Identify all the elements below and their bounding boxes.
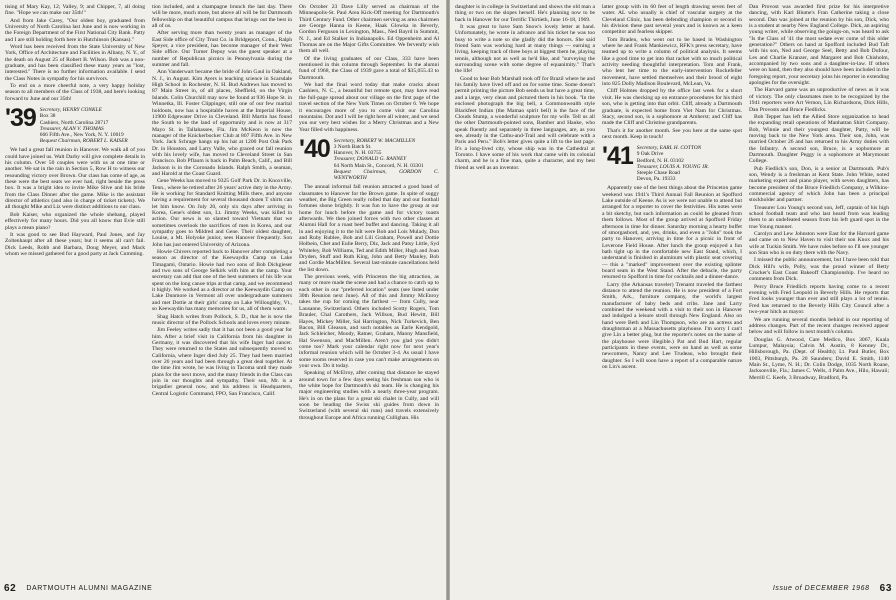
- secretary-line: Secretary, EARL H. COTTON: [636, 145, 702, 152]
- left-page: [0, 0, 446, 600]
- paragraph: Tom Braden, who went out to be based in Washington where he and Frank Mankiewicz, RFK's press secretary, have teamed up to write a column of political analysis. It seems like a good time to get into that racket with so much political activity needing thoughtful interpretation. Tom and Frank, who lent her time to the early-intervention Rockefeller movement, have settled themselves and their brood of eight into 825 Dolly Madison Boulevard, McLean, Va.: [602, 36, 742, 88]
- running-footer: DARTMOUTH ALUMNI MAGAZINE: [26, 585, 153, 592]
- class-year: '41: [602, 142, 633, 171]
- paragraph: Shag Hatch writes from Pollock, S. D., that he is now the music director of the Pollock Schools and loves every minute.: [152, 313, 292, 326]
- treasurer-line: Treasurer, LOUIS A. YOUNG JR.: [636, 163, 709, 170]
- paragraph: We had a great fall reunion in Hanover. We walk all of you could have joined us. Walt Darby will give complete details in his column. Over 50 couples were with us at one time or another. We sat in the rain in Section 5, Row H to witness our resounding victory over Brown. Our class has come of age, as these were the best seats we ever had, right beside the press box. It was a bright idea to invite Mike Slive and his bride from the Class Dinner after the game. Mike is the assistant director of athletics (and also in charge of ticket tickets). We all thought Mike and Liz were distinct additions to our class.: [5, 147, 145, 211]
- class-year: '39: [5, 104, 36, 133]
- class-header-1939: [5, 104, 145, 145]
- address-line: Bedford, N. H. 03102: [636, 157, 684, 164]
- paragraph: Word has been received from the State University of New York, Office of Architecture and Facilities in Albany, N. Y., of the death on August 25 of Robert B. Wilson. Bob was a non-graduate, and has been classified these many years as "lost, interested." There is no further information available. I send the Class Notes in sympathy for his survivors.: [5, 44, 145, 82]
- treasurer-line: Treasurer, DONALD G. RANNEY: [333, 156, 407, 163]
- paragraph: I missed the public announcement, but I have been told that Dick Hill's wife, Polly, was the proud winner of Betty Crocker's East Coast Bakeoff Championship. I've heard no comments from Dick.: [749, 257, 889, 283]
- address-line: Box 38: [39, 113, 56, 120]
- right-folio: [773, 583, 892, 594]
- right-column-1: [455, 4, 595, 578]
- page-number: 62: [4, 583, 17, 594]
- paragraph: Good to hear Bob Marshall took off for Brazil where he and his family have lived off and on for some time. Some doesn't permit printing the picture Bob sends us but have a great time, and a large, very clean and pictured them in his book. "In the enclosed photograph the big bell, a Commonwealth style Blackfeet Indian (the Mamao spirit bell) is the face of the Clouds Stump, a wonderful sculpture for my wife. Tell us all the other Dartmouth-pointed sons, Bamber and Hauke, who speak fluently and separately in three languages, are, as you see, already in the Cathu-and-Trail and will celebrate with a Paris and Peru." Bob's letter gives quite a lift to the last page. It's a long-lived city, whose ship was in the Cathedral at Toronto. I have some of his work that came with its colonial charm, and he is a fine man, quite a character, and my best friend as well as an inventor.: [455, 75, 595, 171]
- paragraph: Larry (the Arkansas traveler) Trenamt traveled the farthest distance to attend the reunion. He is now president of a Fort Smith, Ark., furniture company, the world's largest manufacturer of baby beds and cribs. Jane and Larry combined the weekend with a visit to their son in Hanover and indulged a leisure stroll through New England. Also on hand were Beth and Lin Thompson, who are an actress and draughtsman at a Massachusetts playhouse. I'm sorry I can't give Lin a better plug, but the reporter's notes on the name of the playhouse were illegible.) Pat and Bud Hart, regular participants in these events, were on hand as well as some newcomers, Nancy and Lee Trudeau, who brought their daughter. So I will soon have a report of a comparable nature on Lin's ascent.: [602, 281, 742, 371]
- paragraph: Carolyn and Lew Johnston were East for the Harvard game and came on to New Haven to visit their son Knox and his wife at Tuckin Smith. We have rules before so I'll see younger son Stan who is on duty there with the Navy.: [749, 231, 889, 257]
- paragraph: On October 23 Dave Lilly served as chairman of the Minneapolis-St. Paul Area Kick-Off meeting for Dartmouth's Third Century Fund. Other chairmen serving as area chairmen are George Hanna in Keene, Haak Glowka in Beverly, Gordon Ferguson in Lexington, Mass., Ned Bayrd in Summit, N. J., and Ed Stalker in Indianapolis. Ed Oppenheim and Al Thomas are on the Major Gifts Committee. We fervently wish them all well.: [299, 4, 439, 55]
- paragraph: Percy Bruce Friedlich reports having come to a recent evening with Fred Leopold in Beverly Hills. He reports that Fred looks younger than ever and still plays a lot of tennis. Fred has returned to the Beverly Hills City Council after a two-year hitch as mayor.: [749, 283, 889, 316]
- left-folio: [4, 583, 152, 594]
- class-year: '40: [299, 134, 330, 163]
- bequest-line: Bequest Chairman, GORDON C. WENTWORTH: [333, 168, 439, 182]
- secretary-line: Secretary, ROBERT W. MACMILLEN: [333, 137, 416, 144]
- paragraph: Howie Chivers reported back to Hanover after completing a season as director of the Keewaydin Camp on Lake Timagami, Ontario. Howie had two sons of Bob Dickgieser and two sons of George Selkirk with him at the camp. Your secretary can add that one of the best summers of his life was spent on the long canoe trips at that camp, and we recommend it highly. We worked as a director at the Keewaydin Camp on Lake Dunmore in Vermont all over undergraduate summers and met Dottie at their girls' camp on Lake Willoughby, Vt., so Keewaydin has many memories for us, all of them warm.: [152, 249, 292, 313]
- paragraph: Bob Tepper has left the Allied Store organization to head the expanding retail operations of Manhattan Shirt Company. Bob, Winnie and their youngest daughter, Patty, will be moving back to the New York area. Their son, John, was married October 26 and has returned to his Army duties with the Infantry. A second son, Bruce, is a sophomore at Dartmouth. Daughter Peggy is a sophomore at Marymount College.: [749, 113, 889, 165]
- right-column-3: [749, 4, 889, 578]
- paragraph: After serving more than twenty years as manager of the East Side office of City Trust Co. in Bridgeport, Conn., Ralph Speyer, a vice president, has become manager of their West Side office. Our Turner Depuy was the guest speaker at a number of Republican picnics in Pennsylvania during the summer and fall.: [152, 30, 292, 69]
- class-officers: [334, 138, 439, 181]
- paragraph: Ann Vanderwart became the bride of John Gaul in Oakland, N. J., in August. Kim Ayers is teaching science in Scarsdale High School in Rochester, N. H. Bud Andrews has moved to 87 Main Street in, of all places, Sheffield, on the Virgin Islands. Colin Churchill may now be found at 936 Hope St. in Winnetka, Ill. Foster Clippinger, still one of our few marital holdouts, now has a hospitable haven at the Imperial House, 11900 Edgewater Drive in Cleveland. Bill Martin has found the South to be the land of opportunity and is now at 317 Mayo St. in Tallahassee, Fla. Jim McKeon is now the manager of the Knickerbocker Club at 807 Fifth Ave. in New York. Jack Schrage hangs up his hat at 1200 Post Oak Park Dr. in Houston, and Larry Valle, who graced our fall reunion with his lovely wife, has moved to Cleveland Street in San Francisco. Bob Pflaum is back in Palm Beach, Calif., and Bill Jackson is in the Coronado Islands. Ralph Smith, a seaman, and Harold at the Coast Guard.: [152, 69, 292, 177]
- paragraph: Of the living graduates of our Class, 333 have been mentioned in this column through September. In the alumni fund of 1968, the Class of 1939 gave a total of $35,055.43 to Dartmouth.: [299, 55, 439, 81]
- address-line: 9 Oak Drive: [636, 151, 664, 158]
- paragraph: tising of Mary Kay, 12; Valley, 9; and Chipper, 7, all doing fine. "Hope we can make our 35th!": [5, 4, 145, 17]
- paragraph: We are running several months behind in our reporting of address changes. Part of the recent changes received appear below and will follow in next month's column.: [749, 316, 889, 336]
- paragraph: Speaking of McElroy, after coming that distance he stayed around town for a few days seeing his freshman son who is the white hope for Dartmouth's ski team. He is changing his major engineering studies with a nearly three-year program. He's in on the plans for a great ski chalet in Cully, and will soon be heading the Swiss ski guides from down in Switzerland (with several ski runs) and travels extensively throughout Europe and Africa running Cullighan. His: [299, 370, 439, 421]
- address-line: Devon, Pa. 19333: [636, 176, 676, 183]
- address-line: 3 North Batch St.: [333, 144, 372, 151]
- paragraph: tion included, and a champagne brunch the last day. There will be more, much more, but above all will be for Dartmouth fellowship on that beautiful campus that brings out the best in all of us.: [152, 4, 292, 30]
- paragraph: Apparently one of the best things about the Princeton game weekend was 1941's Third Annual Fall Reunion at Spofford Lake outside of Keene. As is we were not unable to attend but arranged for a reporter to cover the festivities. His notes were a bit sketchy, but such information as could be gleaned from them follows. Most of the group arrived at Spofford Friday afternoon in time for dinner. Saturday morning a hearty buffet of smorgasbord, and, yes, drinks, and even a "John" took the party to Hanover, arriving in time for a picnic in front of Leverone Field House. After lunch the group enjoyed a fun bath tight up in the comfortable new East Stand, which, I understand is finished in aluminum with plastic seat covering — this a "marked" improvement over the existing splinter board seats in the West Stand. After the debacle, the party returned to Spofford in time for cocktails and a dinner-dance.: [602, 185, 742, 281]
- class-header-1940: [299, 134, 439, 182]
- address-line: 64 North Main St., Concord, N. H. 03301: [333, 162, 424, 169]
- paragraph: Cliff Holmes dropped by the office last week for a short visit. He was checking up on entrance procedures for his third son, who is getting into that orbit. Cliff, already a Dartmouth graduate, is expected home from Viet Nam for Christmas. Stacy, second son, is a sophomore at Amherst; and Cliff has made the Cliff and Christine grandparents.: [602, 88, 742, 127]
- treasurer-line: Treasurer, ALAN V. THOMAS: [39, 125, 104, 132]
- paragraph: That's it for another month. See you here at the same spot next month. Keep in touch!: [602, 127, 742, 140]
- paragraph: Jim Feeley writes sadly that it has not been a good year for him. After a brief visit in California from his daughter in Germany, it was discovered that his wife Inger had cancer. They were returned to the States and subsequently moved to California, where Inger died July 25. They had been married over 26 years and had been through a great deal together. At the time Jim wrote, he was living in Tacoma until they made plans for the next move, and the many friends in the Class can join in our thoughts and sympathy. Their son, Mr. is a brigadier general now, and his address is Headquarters, Central Logistic Command, FPO, San Francisco, Calif.: [152, 327, 292, 397]
- paragraph: The annual informal fall reunion attracted a good band of classmates to Hanover for the Brown game. In spite of soggy weather, the Big Green really rolled that day and our football fortunes shone brightly. It was fun to have the group at our home for lunch before the game and for victory toasts afterwards. We then joined forces with two other classes at Alumni Hall for a roast beef buffet and dancing. Taking it all in and enjoying it to the hilt were Bob and Lois Mulady, Don and Ruby Rublee, Bob and Lili Graham, Powell and Dottie Holbein, Chet and Eulie Berry, Diz, Jack and Patsy Little, Syd Whiteley, Bob Williams, Ted and Edith Miller, Hugh and Joan Dryden, Stuff and Ruth King, John and Betty Manley, Bob and Cordie MacMillen. Several last-minute cancellations held the list down.: [299, 184, 439, 273]
- paragraph: daughter is in college in Switzerland and shows the old man a thing or two on the slopes herself. He's planning now to be back in Hanover for our Terrific Thirtieth, June 16-18, 1969.: [455, 4, 595, 23]
- paragraph: Gene Weeks has moved to 9325 Golf Park Dr. in Knoxville, Tenn., where he retired after 26 years' active duty in the Army. He is working for Standard Knitting Mills there, and anyone having a requirement for several thousand dozen T shirts can let him know. On July 20, only six days after arriving in Korea, Gene's oldest son, Lt. Jimmy Weeks, was killed in action. Our news is so slanted toward Vietnam that we sometimes overlook the sacrifices of men in Korea, and our sympathy goes to Mildred and Gene. Their oldest daughter, Louise, a Mt. Holyoke junior, sees Hanover frequently. Son John has just entered University of Arizona.: [152, 178, 292, 248]
- address-line: 666 Fifth Ave., New York, N. Y. 10019: [39, 131, 124, 138]
- left-column-3: [299, 4, 439, 578]
- paragraph: It was great to have Sam Snow's lovely letter at hand. Unfortunately, he wrote in advance and his ticket he was too busy to write a note so she gladly did the honors. She said friend Sam was working hard at many things — earning a living, keeping track of three boys at biggest them he, playing tennis, although not as well as he'd like, and "surveying the surrounding scene with some degree of equanimity." That's the life!: [455, 24, 595, 75]
- paragraph: The previous week, with Princeton the big attraction, as many or more made the scene and had a chance to catch up to each other in our "preferred location" seats (see listed under 30th Reunion next June). All of this and Jimmy McEnroy takes the cup for coming the farthest — from Cully, near Lausanne, Switzerland. Others included Scotty Rogers, Tom Brauler, Chal Carothers, Jack Willson, Bud Hewitt, Bill Hayes, Mickey Miller, Sal Harrington, Nick Turkevich, Ben Bacon, Bill Gleason, and such notables as Earle Kendgold, Jack Schleicher, Moody, Ratner, Graham, Manny Mansfield, Hal Swenson, and MacMillen. Aren't you glad you didn't come too? Mark your calendar right now for next year's informal reunion which will be October 3-4. As usual I have some rooms reserved in case you can't make arrangements on your own. Do it today.: [299, 274, 439, 369]
- secretary-line: Secretary, HENRY CONKLE: [39, 107, 102, 114]
- paragraph: latter group with its 60 feet of length drawing seven feet of water. AL who usually is chief of vascular surgery at the Cleveland Clinic, has been defending champion or second in his division these past several years and is known as a keen competitor and fearless skipper.: [602, 4, 742, 36]
- class-header-1941: [602, 142, 742, 183]
- left-column-2: [152, 4, 292, 578]
- right-column-2: [602, 4, 742, 578]
- class-officers: [40, 107, 128, 144]
- paragraph: Pub Fiedlick's son, Don, is a senior at Dartmouth. Pub's son, Wendy is a freshman at Kent State. John White, noted marketing expert and piano player, with seven daughters, has become president of the Bruce Friedlich Company, a Wilkins-commercial agency of which John has been a principal stockholder and partner.: [749, 165, 889, 204]
- paragraph: We had the final word today that make cracks about Cashiers, N. C., a beautiful but remote spot, may have read the full-page spread about our village on the first page of the travel section of the New York Times on October 6. We hope it encourages more of you to come visit our Carolina mountains. Dot and I will be right here all winter, and we send you our very best wishes for a Merry Christmas and a New Year filled with happiness.: [299, 82, 439, 133]
- left-column-1: [5, 4, 145, 578]
- paragraph: To end on a more cheerful note, a very happy holiday season to all members of the Class of 1938, and here's looking forward to June and our 35th!: [5, 83, 145, 102]
- paragraph: Bob Kaiser, who organized the whole shebang, played effectively for many hours. Did you all know that Evie still plays a mean piano?: [5, 211, 145, 231]
- address-changes: Douglas G. Atwood, Care Medico, Box 3067, Kuala Lumpur, Malaysia; Calvin M. Austin, 8 Kenney Dr., Hillsborough, Pa. (Dept. of Health); Lt. Paul Butler, Box 1003, Pittsburgh, Pa. 20 Saunders; David E. Smith, 1140 Main St., Lyme, N. H.; Dr. Colin Dodge, 1035 North Roane, Jacksonville, Fla.; James C. Wells, 4 Palm Ave., Hilo, Hawaii; Merrill C. Keefe, 3 Broadway, Bradford, Pa.: [749, 336, 889, 381]
- running-footer: Issue of DECEMBER 1968: [772, 585, 870, 592]
- class-officers: [637, 145, 709, 182]
- bequest-line: Bequest Chairman, ROBERT L. KAISER: [39, 138, 128, 145]
- paragraph: Treasurer Lou Young's second son, Jeff, captain of his high school football team and who last heard from was leading them to an undefeated season from his left guard spot in the true Young manner.: [749, 204, 889, 230]
- paragraph: Dan Provost was awarded first prize for his interpretive dancing, with Karl Blume's Fran Catherine taking a close second. Dan was joined at the reunion by his son, Dick, who is a student at nearby New England College. Dick, an aspiring young writer, while observing the goings-on, was heard to ask "Is the Class of '41 the most sedate ever come of this older generation?" Others on hand at Spofford included Bud Taft with his son, Ned and George Seel, Betty and Bob Dufour, Les and Charlie Kranzer, and Margaret and Bob Chisholm, accompanied by two sons and a daughter-in-law. If others were on hand, then they also should have been included in the foregoing report, your secretary joins his reporter in extending apologies for the oversight.: [749, 4, 889, 87]
- paragraph: And from Jake Carey, "Our oldest boy, graduated from University of North Carolina last June and is now working in the Foreign Department of the First National City Bank. Patty and I are still holding forth here in Hutchinson (Kansas).": [5, 17, 145, 43]
- address-line: Steeple Chase Road: [636, 170, 680, 177]
- paragraph: The Harvard game was an unproductive of news as it was of victory. The only classmates men to be recognized by the 1941 reporters were Art Vernon, Lin Richardsons, Dick Hills, Dan Provosts and Bruce Fiedlicks.: [749, 87, 889, 113]
- address-line: Cashiers, North Carolina 28717: [39, 119, 109, 126]
- address-line: Hanover, N. H. 03755: [333, 150, 382, 157]
- right-page: [450, 0, 896, 600]
- page-number: 63: [879, 583, 892, 594]
- paragraph: It was good to see Bud Hayward, Paul Jones, and Jay Zoltenhaupt after all these years; but it seems all can't fail. Dick Leeds, Robb and Barbara, Doug Meyer, and Mack whom we missed gathered for a good party at Jack Cumming.: [5, 231, 145, 257]
